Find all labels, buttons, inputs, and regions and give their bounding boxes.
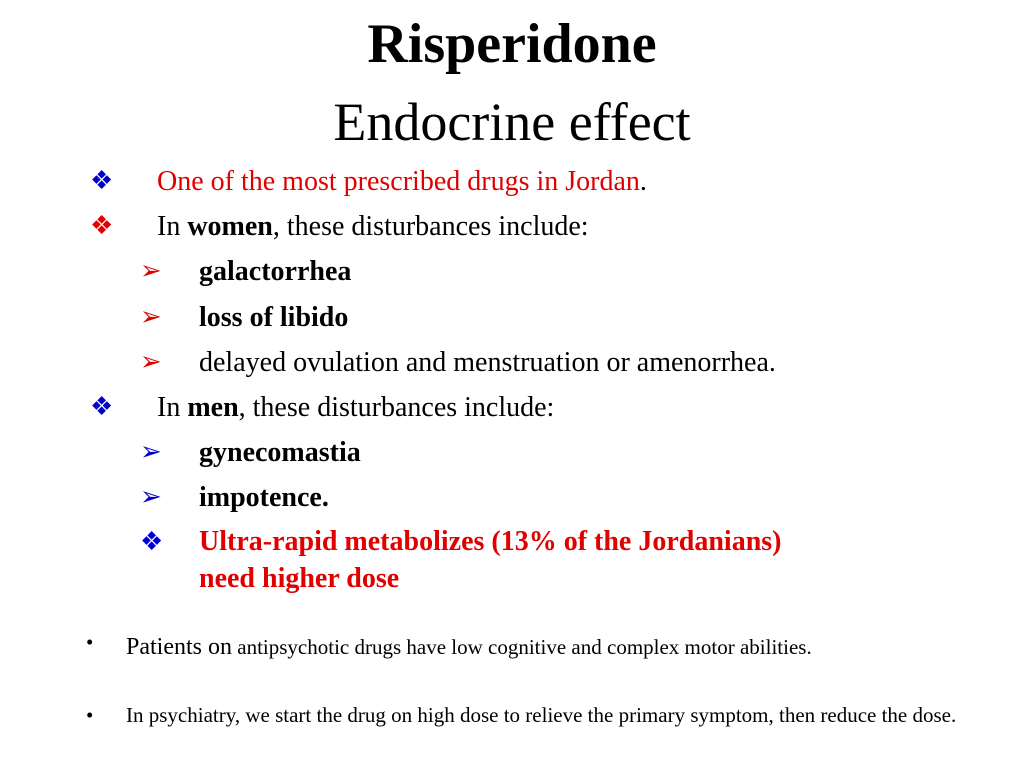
bullet-text-post: , these disturbances include: — [238, 392, 555, 423]
arrow-bullet-icon: ➢ — [140, 256, 162, 285]
sub-list-item: delayed ovulation and menstruation or amenorrhea. — [199, 347, 776, 378]
sub-list-item: galactorrhea — [199, 256, 352, 287]
bullet-period: . — [639, 166, 647, 197]
bullet-text-bold: men — [187, 392, 239, 423]
diamond-bullet-icon: ❖ — [90, 392, 114, 421]
sub-list-item: gynecomastia — [199, 437, 361, 468]
arrow-bullet-icon: ➢ — [140, 302, 162, 331]
diamond-bullet-icon: ❖ — [140, 527, 164, 556]
note-item: In psychiatry, we start the drug on high dose to relieve the primary symptom, then reduce the dose. — [126, 703, 957, 727]
highlight-line-2: need higher dose — [199, 562, 400, 594]
diamond-bullet-icon: ❖ — [90, 166, 114, 195]
list-item — [157, 210, 589, 244]
note-rest: antipsychotic drugs have low cognitive and complex motor abilities. — [232, 635, 812, 659]
list-item — [157, 165, 647, 199]
bullet-text: One of the most prescribed drugs in Jordan — [157, 166, 640, 197]
slide-subtitle: Endocrine effect — [333, 92, 691, 152]
highlight-line-1: Ultra-rapid metabolizes (13% of the Jordanians) — [199, 526, 782, 557]
arrow-bullet-icon: ➢ — [140, 437, 162, 466]
highlight-note — [199, 524, 782, 598]
diamond-bullet-icon: ❖ — [90, 211, 114, 240]
bullet-text-bold: women — [187, 211, 273, 242]
note-lead: Patients on — [126, 634, 232, 660]
sub-list-item: impotence. — [199, 482, 329, 513]
slide-title: Risperidone — [367, 13, 657, 75]
sub-list-item: loss of libido — [199, 302, 349, 333]
dot-bullet-icon: • — [86, 703, 94, 727]
bullet-text-post: , these disturbances include: — [272, 211, 589, 242]
dot-bullet-icon: • — [86, 630, 94, 654]
note-item — [126, 629, 976, 666]
bullet-text-pre: In — [157, 211, 188, 242]
list-item — [157, 391, 554, 425]
arrow-bullet-icon: ➢ — [140, 347, 162, 376]
bullet-text-pre: In — [157, 392, 188, 423]
arrow-bullet-icon: ➢ — [140, 482, 162, 511]
